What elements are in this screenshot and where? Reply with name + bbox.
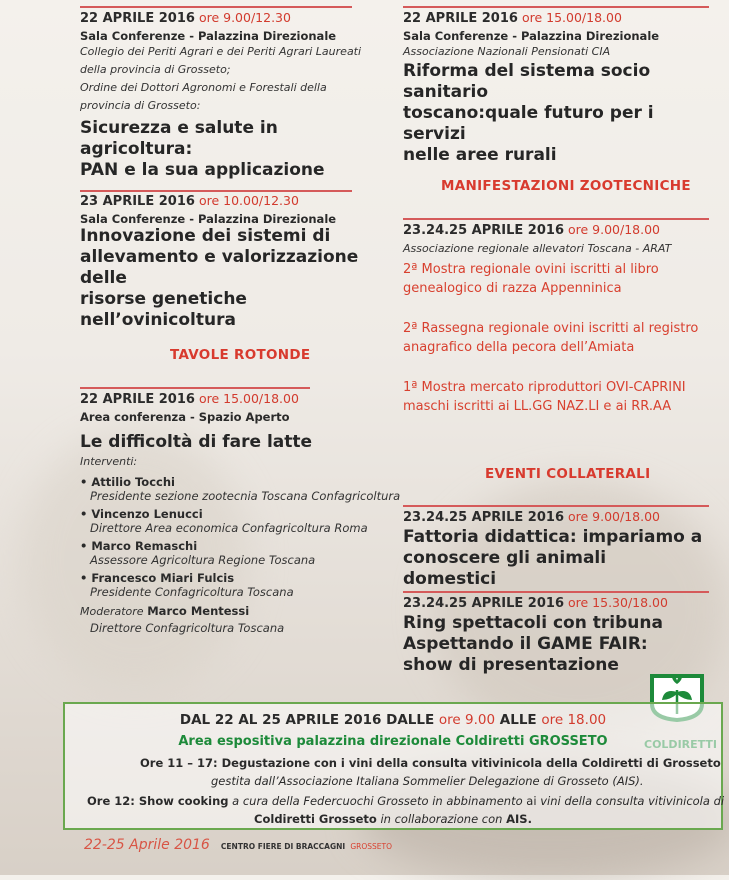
speaker-item <box>80 571 386 599</box>
event-title: Ring spettacoli con tribuna <box>403 613 663 633</box>
speaker-name: • Francesco Miari Fulcis <box>80 571 235 585</box>
exhibition-line: 2ª Rassegna regionale ovini iscritti al registro <box>403 321 699 336</box>
speaker-name: • Vincenzo Lenucci <box>80 507 203 521</box>
show-cooking-line <box>87 794 724 808</box>
event-place: Sala Conferenze - Palazzina Direzionale <box>80 212 337 226</box>
divider-line <box>403 505 709 507</box>
event-title: Fattoria didattica: impariamo a <box>403 527 703 547</box>
org-line: Collegio dei Periti Agrari e dei Periti Agrari Laureati <box>80 45 362 58</box>
divider-line <box>80 387 310 389</box>
show-cooking-ai: ai <box>526 794 537 808</box>
event-time: ore 9.00/12.30 <box>198 10 291 25</box>
end-time: ore 18.00 <box>541 712 607 728</box>
info-box-dates <box>65 712 721 728</box>
event-time: ore 15.30/18.00 <box>567 595 668 610</box>
event-title: nelle aree rurali <box>403 145 557 165</box>
org-line: della provincia di Grosseto; <box>80 63 231 76</box>
speaker-role: Direttore Area economica Confagricoltura Roma <box>90 521 368 535</box>
event-place: Sala Conferenze - Palazzina Direzionale <box>403 29 660 43</box>
event-time: ore 10.00/12.30 <box>198 193 299 208</box>
event-title: Innovazione dei sistemi di <box>80 226 331 246</box>
event-riforma <box>403 10 703 166</box>
event-date: 22 APRILE 2016 <box>80 11 195 26</box>
event-title: show di presentazione <box>403 655 619 675</box>
exhibition-line: genealogico di razza Appenninica <box>403 281 622 296</box>
event-time: ore 9.00/18.00 <box>567 509 660 524</box>
event-title: toscano:quale futuro per i servizi <box>403 103 654 144</box>
ais-text: AIS. <box>506 812 532 826</box>
degustazione-sub: gestita dall’Associazione Italiana Sommelier Delegazione di Grosseto (AIS). <box>211 774 644 788</box>
collaborazione-text: in collaborazione con <box>380 812 503 826</box>
event-date: 23.24.25 APRILE 2016 <box>403 510 564 525</box>
event-tavola-rotonda <box>80 391 401 635</box>
start-time: ore 9.00 <box>438 712 496 728</box>
footer-city: GROSSETO <box>350 842 392 851</box>
event-date: 23.24.25 APRILE 2016 <box>403 596 564 611</box>
alle-text: ALLE <box>499 712 537 728</box>
moderator-role: Direttore Confagricoltura Toscana <box>90 621 285 635</box>
show-cooking-desc: a cura della Federcuochi Grosseto in abbinamento <box>232 794 523 808</box>
exhibition-item <box>403 319 703 357</box>
event-title: Sicurezza e salute in agricoltura: <box>80 118 278 159</box>
speaker-item <box>80 507 386 535</box>
moderator-name: Marco Mentessi <box>147 604 250 618</box>
section-heading-tavole: TAVOLE ROTONDE <box>170 347 311 363</box>
section-heading-manifestazioni: MANIFESTAZIONI ZOOTECNICHE <box>441 178 691 194</box>
event-sicurezza <box>80 10 386 181</box>
show-cooking-bold: Ore 12: Show cooking <box>87 794 229 808</box>
area-text: Area espositiva palazzina direzionale <box>178 734 452 749</box>
divider-line <box>403 6 709 8</box>
org-line: provincia di Grosseto: <box>80 99 201 112</box>
exhibition-line: 2ª Mostra regionale ovini iscritti al libro <box>403 262 659 277</box>
degustazione-line: Ore 11 – 17: Degustazione con i vini della consulta vitivinicola della Coldiretti di Grosseto <box>140 756 721 770</box>
event-date: 22 APRILE 2016 <box>403 11 518 26</box>
exhibition-line: maschi iscritti ai LL.GG NAZ.LI e ai RR.AA <box>403 399 672 414</box>
org-line: Ordine dei Dottori Agronomi e Forestali della <box>80 81 327 94</box>
org-line: Associazione Nazionali Pensionati CIA <box>403 45 611 58</box>
divider-line <box>80 6 352 8</box>
event-title: risorse genetiche nell’ovinicoltura <box>80 289 247 330</box>
speaker-name: • Marco Remaschi <box>80 539 198 553</box>
divider-line <box>80 190 352 192</box>
event-place: Area conferenza - Spazio Aperto <box>80 410 290 424</box>
dal-text: DAL 22 AL 25 APRILE 2016 DALLE <box>179 712 435 728</box>
event-title: allevamento e valorizzazione delle <box>80 247 359 288</box>
exhibition-line: anagrafico della pecora dell’Amiata <box>403 340 635 355</box>
speaker-role: Presidente sezione zootecnia Toscana Confagricoltura <box>90 489 401 503</box>
speaker-item <box>80 539 386 567</box>
event-fattoria <box>403 509 703 590</box>
show-cooking-desc2: vini della consulta vitivinicola di <box>540 794 725 808</box>
exhibition-item <box>403 378 703 416</box>
speaker-role: Assessore Agricoltura Regione Toscana <box>90 553 316 567</box>
event-title: Le difficoltà di fare latte <box>80 432 313 452</box>
speaker-role: Presidente Confagricoltura Toscana <box>90 585 294 599</box>
event-title: Aspettando il GAME FAIR: <box>403 634 648 654</box>
event-date: 22 APRILE 2016 <box>80 392 195 407</box>
coldiretti-text: Coldiretti GROSSETO <box>455 734 608 749</box>
event-mostra <box>403 222 703 416</box>
speaker-item <box>80 475 401 503</box>
collaborazione-line <box>65 812 721 826</box>
coldiretti-grosseto: Coldiretti Grosseto <box>254 812 377 826</box>
speaker-name: • Attilio Tocchi <box>80 475 175 489</box>
exhibition-item <box>403 260 703 298</box>
event-time: ore 15.00/18.00 <box>521 10 622 25</box>
section-heading-eventi: EVENTI COLLATERALI <box>485 466 651 482</box>
event-date: 23.24.25 APRILE 2016 <box>403 223 564 238</box>
org-line: Associazione regionale allevatori Toscana - ARAT <box>403 242 672 255</box>
info-box-area <box>65 734 721 749</box>
event-title: Riforma del sistema socio sanitario <box>403 61 651 102</box>
footer-dates: 22-25 Aprile 2016 <box>84 837 210 853</box>
info-box <box>63 702 723 830</box>
event-time: ore 9.00/18.00 <box>567 222 660 237</box>
event-place: Sala Conferenze - Palazzina Direzionale <box>80 29 337 43</box>
moderator-label: Moderatore <box>80 605 144 618</box>
event-title: PAN e la sua applicazione <box>80 160 325 180</box>
divider-line <box>403 591 709 593</box>
footer <box>84 834 392 853</box>
event-date: 23 APRILE 2016 <box>80 194 195 209</box>
event-time: ore 15.00/18.00 <box>198 391 299 406</box>
footer-venue: CENTRO FIERE DI BRACCAGNI <box>220 842 346 851</box>
event-innovazione <box>80 193 386 331</box>
moderator <box>80 603 386 621</box>
event-title: conoscere gli animali domestici <box>403 548 607 589</box>
interventi-label: Interventi: <box>80 455 138 468</box>
divider-line <box>403 218 709 220</box>
event-ring <box>403 595 703 676</box>
exhibition-line: 1ª Mostra mercato riproduttori OVI-CAPRINI <box>403 380 686 395</box>
